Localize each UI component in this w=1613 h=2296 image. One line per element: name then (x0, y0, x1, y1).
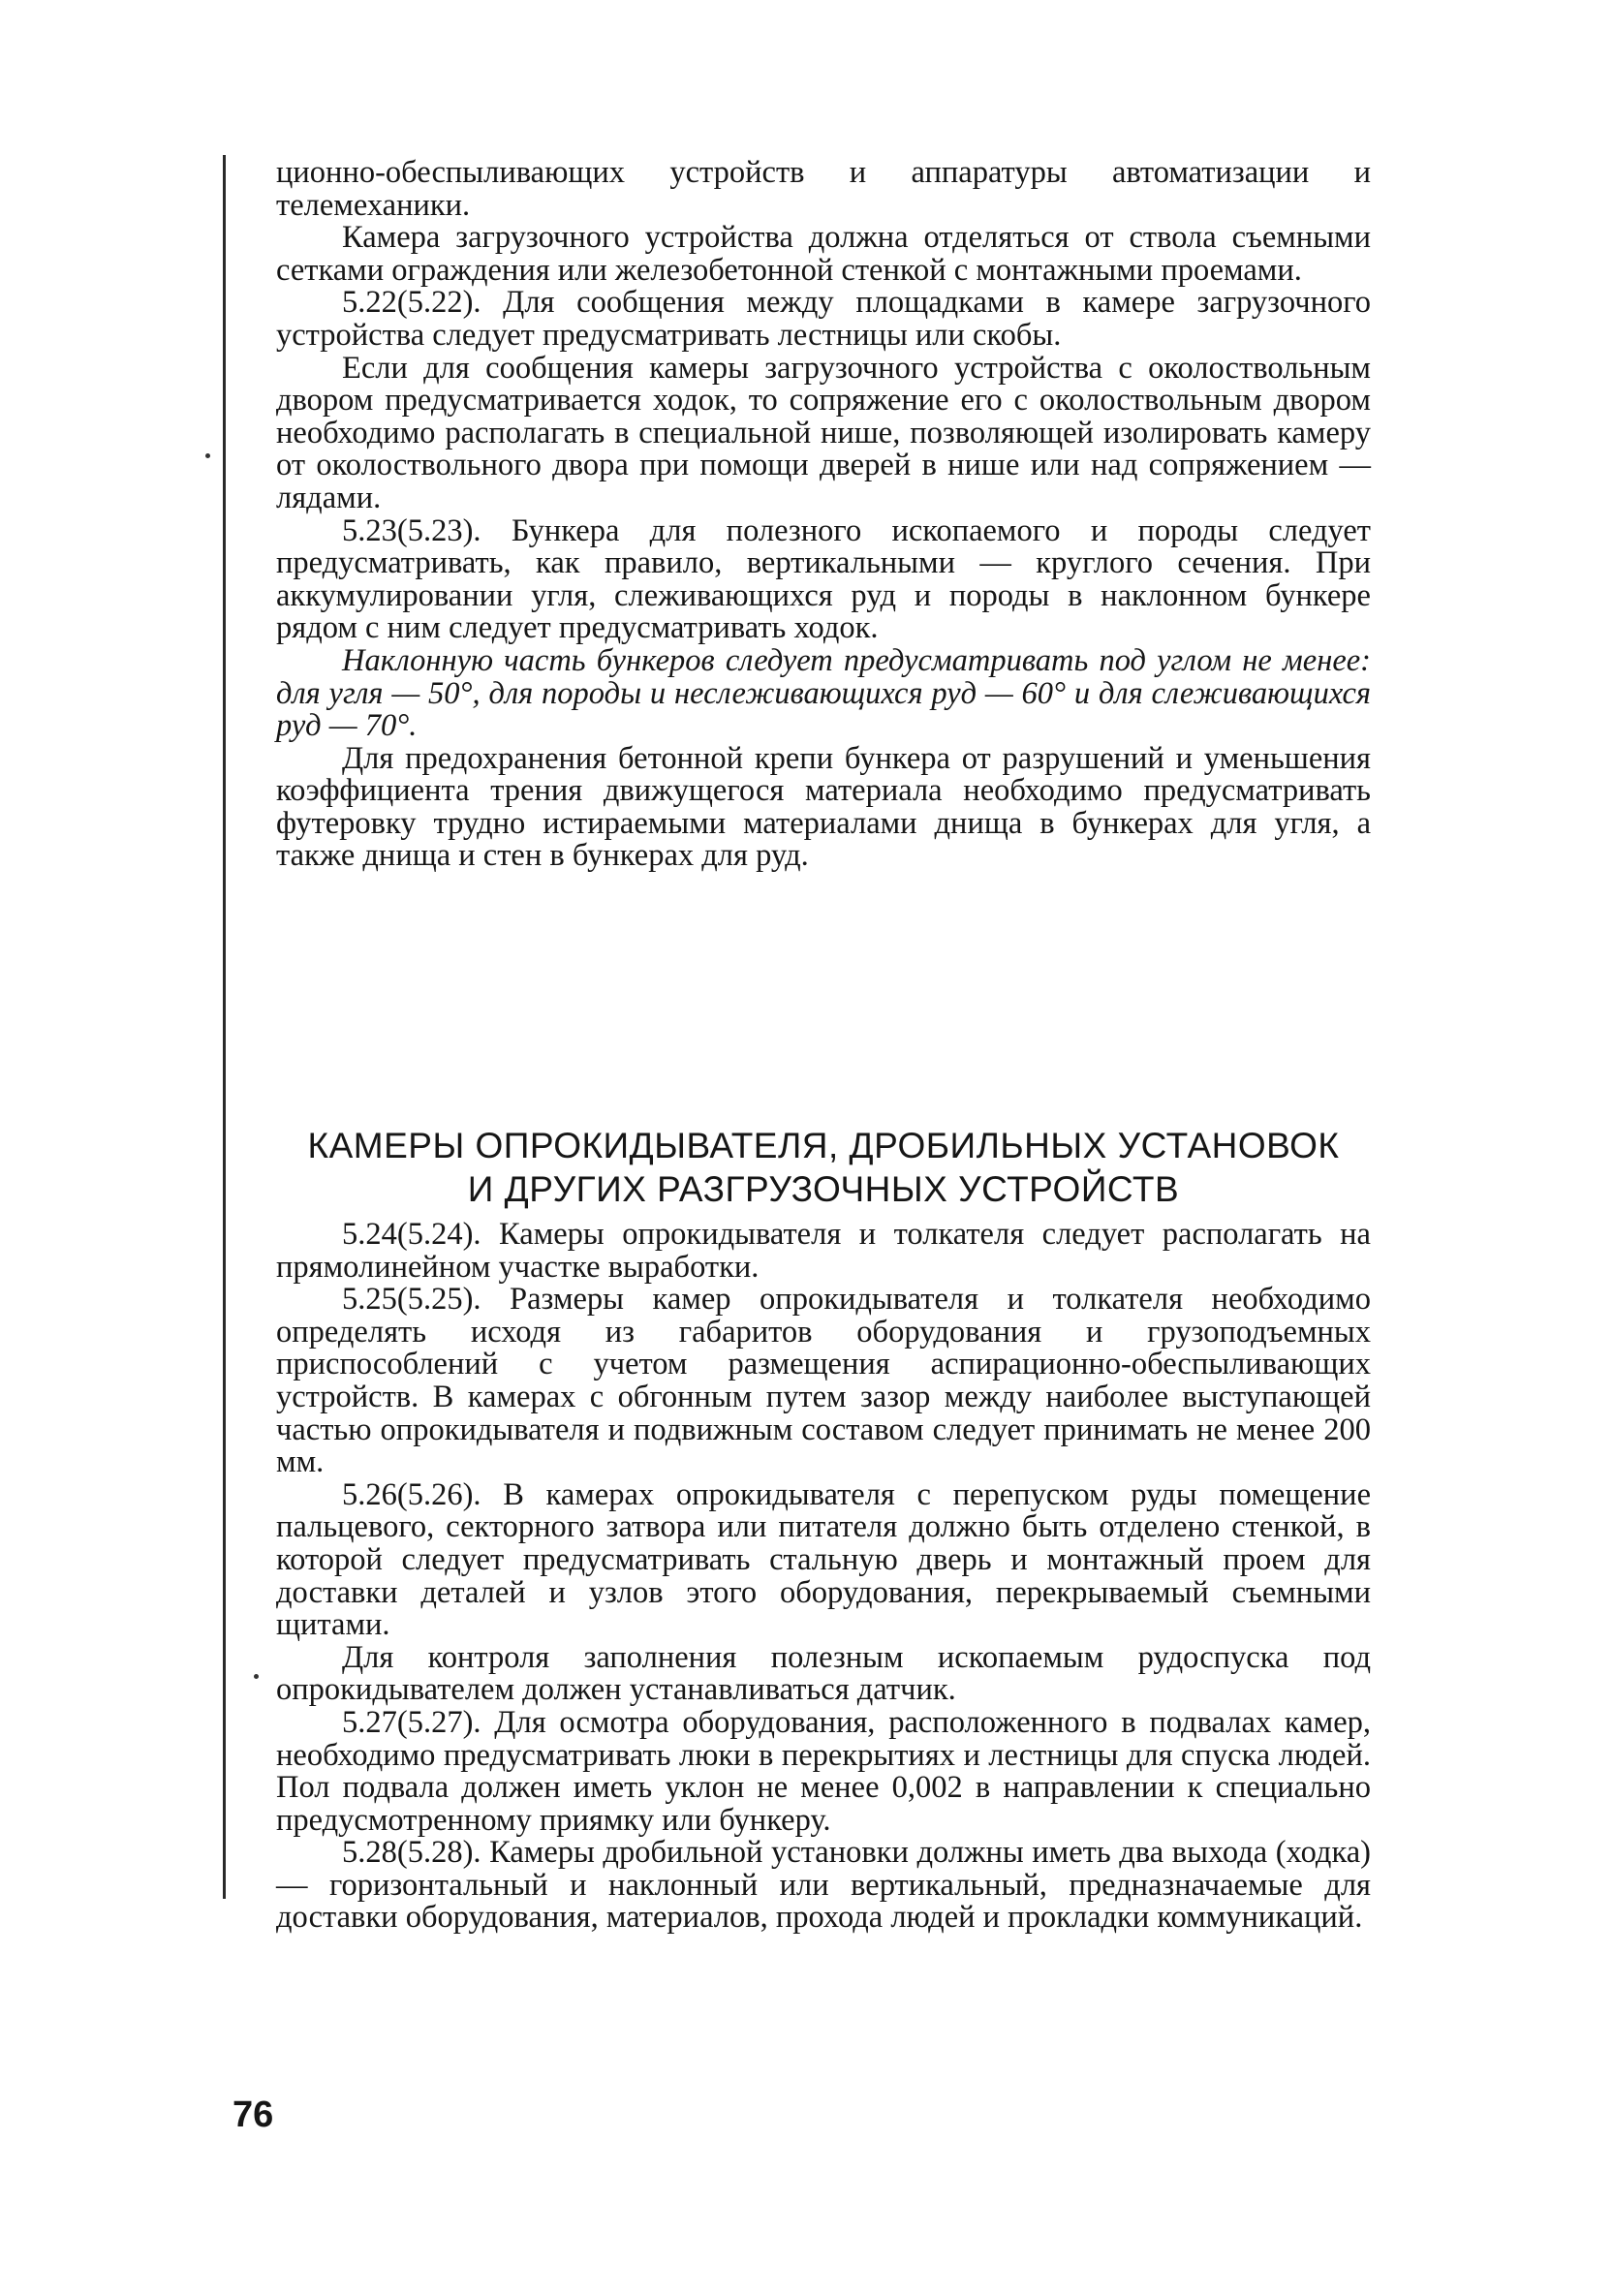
margin-rule (223, 155, 226, 1899)
section-heading-line-2: И ДРУГИХ РАЗГРУЗОЧНЫХ УСТРОЙСТВ (467, 1169, 1180, 1209)
paragraph: ционно-обеспыливающих устройств и аппаратуры автоматизации и телемеханики. (276, 155, 1371, 223)
paragraph: 5.25(5.25). Размеры камер опрокидывателя и толкателя необходимо определять исходя из габаритов оборудования и грузоподъемных приспособлений с учетом размещения аспирационно-обеспыливающих устройств. В камерах с обгонным путем зазор между наиболее выступающей частью опрокидывателя и подвижным составом следует принимать не менее 200 мм. (276, 1282, 1371, 1480)
paragraph: 5.22(5.22). Для сообщения между площадками в камере загрузочного устройства следует предусматривать лестницы или скобы. (276, 285, 1371, 353)
scan-mark (205, 453, 210, 458)
text-block-lower (276, 1219, 1371, 1935)
scan-mark (254, 1674, 259, 1679)
paragraph: 5.28(5.28). Камеры дробильной установки должны иметь два выхода (ходка) — горизонтальный и наклонный или вертикальный, предназначаемые для доставки оборудования, материалов, прохода людей и прокладки коммуникаций. (276, 1835, 1371, 1936)
page-number: 76 (233, 2094, 274, 2135)
paragraph: 5.23(5.23). Бункера для полезного ископаемого и породы следует предусматривать, как правило, вертикальными — круглого сечения. При аккумулировании угля, слеживающихся руд и породы в наклонном бункере рядом с ним следует предусматривать ходок. (276, 512, 1371, 646)
paragraph: 5.27(5.27). Для осмотра оборудования, расположенного в подвалах камер, необходимо предусматривать люки в перекрытиях и лестницы для спуска людей. Пол подвала должен иметь уклон не менее 0,002 в направлении к специально предусмотренному приямку или бункеру. (276, 1704, 1371, 1838)
section-heading-line-1: КАМЕРЫ ОПРОКИДЫВАТЕЛЯ, ДРОБИЛЬНЫХ УСТАНОВОК (307, 1126, 1340, 1165)
paragraph: Для предохранения бетонной крепи бункера от разрушений и уменьшения коэффициента трения движущегося материала необходимо предусматривать футеровку трудно истираемыми материалами днища в бункерах для угля, а также днища и стен в бункерах для руд. (276, 740, 1371, 874)
section-heading (276, 1124, 1371, 1211)
paragraph-italic: Наклонную часть бункеров следует предусматривать под углом не менее: для угля — 50°, для породы и неслеживающихся руд — 60° и для слеживающихся руд — 70°. (276, 642, 1371, 744)
paragraph: 5.26(5.26). В камерах опрокидывателя с перепуском руды помещение пальцевого, секторного затвора или питателя должно быть отделено стенкой, в которой следует предусматривать стальную дверь и монтажный проем для доставки деталей и узлов этого оборудования, перекрываемый съемными щитами. (276, 1476, 1371, 1643)
paragraph: Камера загрузочного устройства должна отделяться от ствола съемными сетками ограждения или железобетонной стенкой с монтажными проемами. (276, 220, 1371, 288)
paragraph: Если для сообщения камеры загрузочного устройства с околоствольным двором предусматривается ходок, то сопряжение его с околоствольным двором необходимо располагать в специальной нише, позволяющей изолировать камеру от околоствольного двора при помощи дверей в нише или над сопряжением — лядами. (276, 350, 1371, 515)
text-block-upper (276, 157, 1371, 873)
paragraph: 5.24(5.24). Камеры опрокидывателя и толкателя следует располагать на прямолинейном участке выработки. (276, 1217, 1371, 1285)
paragraph: Для контроля заполнения полезным ископаемым рудоспуска под опрокидывателем должен устанавливаться датчик. (276, 1639, 1371, 1708)
